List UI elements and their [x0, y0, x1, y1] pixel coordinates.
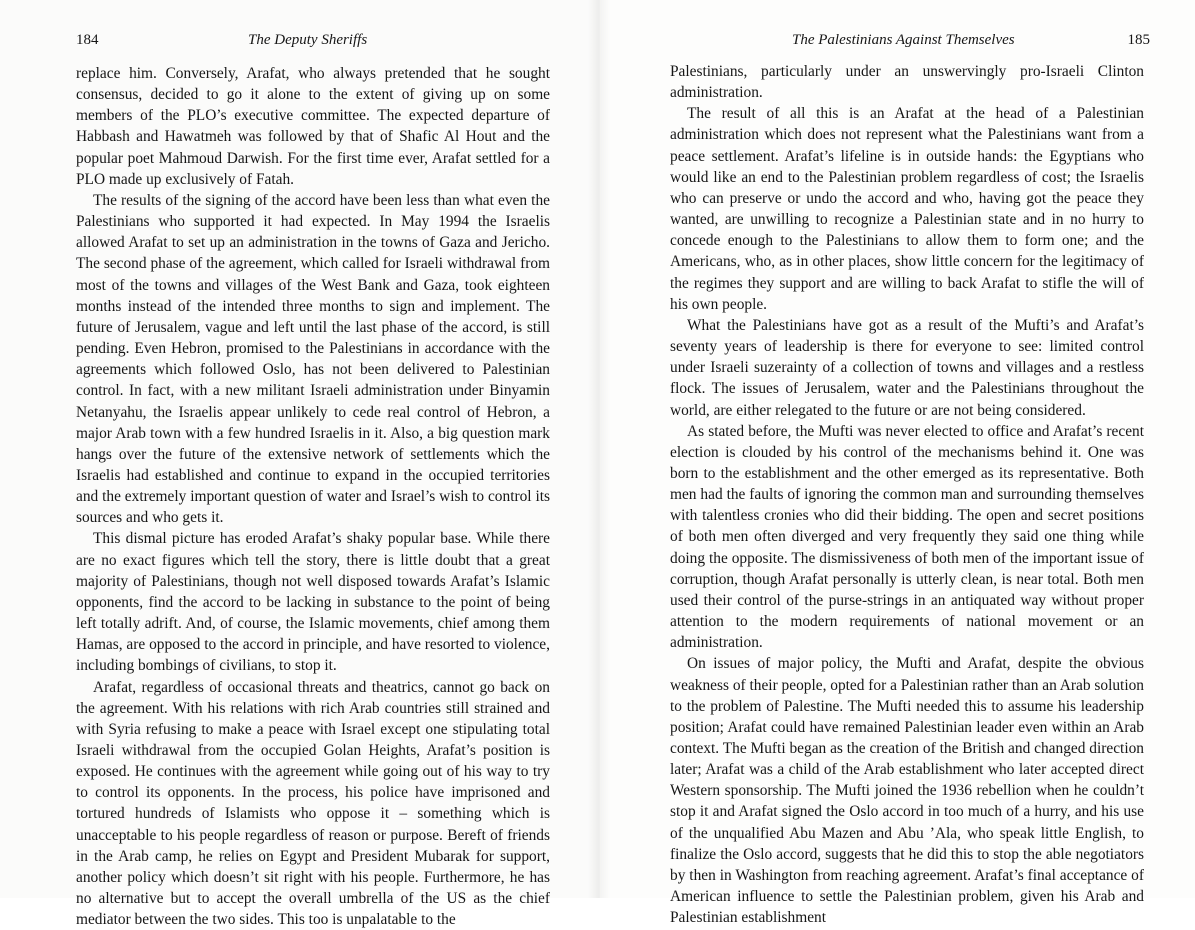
paragraph: The result of all this is an Arafat at the head of a Palestinian administration which does not represent what the Palestinians want from a peace settlement. Arafat’s lifeline is in outside hands: the Egyptians who would like an end to the Palestinian problem regardless of cost; the Israelis who can preserve or undo the accord and who, having got the peace they wanted, are unwilling to recognize a Palestinian state and in no hurry to concede enough to the Palestinians to allow them to form one; and the Americans, who, as in other places, show little concern for the legitimacy of the regimes they support and are willing to back Arafat to stifle the will of his own people. [670, 105, 1144, 313]
paragraph: Palestinians, particularly under an unswervingly pro-Israeli Clinton administration. [670, 63, 1144, 102]
book-gutter-shadow [588, 0, 610, 898]
paragraph: replace him. Conversely, Arafat, who always pretended that he sought consensus, decided to go it alone to the extent of giving up on some members of the PLO’s executive committee. The expected departure of Habbash and Hawatmeh was followed by that of Shafic Al Hout and the popular poet Mahmoud Darwish. For the first time ever, Arafat settled for a PLO made up exclusively of Fatah. [76, 65, 550, 188]
left-page-header [76, 28, 550, 52]
right-page-header [670, 28, 1150, 52]
left-page [0, 0, 598, 929]
right-running-title: The Palestinians Against Themselves [792, 32, 1015, 48]
left-running-title: The Deputy Sheriffs [248, 32, 368, 48]
paragraph: What the Palestinians have got as a result of the Mufti’s and Arafat’s seventy years of leadership is there for everyone to see: limited control under Israeli suzerainty of a collection of towns and villages and a restless flock. The issues of Jerusalem, water and the Palestinians throughout the world, are either relegated to the future or are not being considered. [670, 316, 1144, 419]
left-page-body [76, 63, 550, 930]
right-page-number: 185 [1127, 32, 1150, 48]
paragraph: The results of the signing of the accord have been less than what even the Palestinians who supported it had expected. In May 1994 the Israelis allowed Arafat to set up an administration in the towns of Gaza and Jericho. The second phase of the agreement, which called for Israeli withdrawal from most of the towns and villages of the West Bank and Gaza, took eighteen months instead of the intended three months to sign and implement. The future of Jerusalem, vague and left until the last phase of the accord, is still pending. Even Hebron, promised to the Palestinians in accordance with the agreements which followed Oslo, has not been delivered to Palestinian control. In fact, with a new militant Israeli administration under Binyamin Netanyahu, the Israelis appear unlikely to cede real control of Hebron, a major Arab town with a few hundred Israelis in it. Also, a big question mark hangs over the future of the extensive network of settlements which the Israelis had established and continue to expand in the occupied territories and the extremely important question of water and Israel’s wish to control its sources and who gets it. [76, 191, 550, 527]
right-page [598, 0, 1195, 927]
left-page-number: 184 [76, 32, 99, 48]
paragraph: Arafat, regardless of occasional threats and theatrics, cannot go back on the agreement. With his relations with rich Arab countries still strained and with Syria refusing to make a peace with Israel except one stipulating total Israeli withdrawal from the occupied Golan Heights, Arafat’s position is exposed. He continues with the agreement while going out of his way to try to control its opponents. In the process, his police have imprisoned and tortured hundreds of Islamists who oppose it – something which is unacceptable to his people regardless of reason or purpose. Bereft of friends in the Arab camp, he relies on Egypt and President Mubarak for support, another policy which doesn’t sit right with his people. Furthermore, he has no alternative but to accept the overall umbrella of the US as the chief mediator between the two sides. This too is unpalatable to the [76, 678, 550, 929]
paragraph: On issues of major policy, the Mufti and Arafat, despite the obvious weakness of their people, opted for a Palestinian rather than an Arab solution to the problem of Palestine. The Mufti needed this to assume his leadership position; Arafat could have remained Palestinian leader even within an Arab context. The Mufti began as the creation of the British and changed direction later; Arafat was a child of the Arab establishment who later accepted direct Western sponsorship. The Mufti joined the 1936 rebellion when he couldn’t stop it and Arafat signed the Oslo accord in too much of a hurry, and his use of the unqualified Abu Mazen and Abu ’Ala, who speak little English, to finalize the Oslo accord, suggests that he did this to stop the able negotiators by then in Washington from reaching agreement. Arafat’s final acceptance of American influence to settle the Palestinian problem, given his Arab and Palestinian establishment [670, 655, 1144, 927]
paragraph: This dismal picture has eroded Arafat’s shaky popular base. While there are no exact figures which tell the story, there is little doubt that a great majority of Palestinians, though not well disposed towards Arafat’s Islamic opponents, find the accord to be lacking in substance to the point of being left totally adrift. And, of course, the Islamic movements, chief among them Hamas, are opposed to the accord in principle, and have resorted to violence, including bombings of civilians, to stop it. [76, 530, 550, 675]
right-page-body [670, 61, 1144, 928]
paragraph: As stated before, the Mufti was never elected to office and Arafat’s recent election is clouded by his control of the mechanisms behind it. One was born to the establishment and the other emerged as its representative. Both men had the faults of ignoring the common man and surrounding themselves with talentless cronies who did their bidding. The open and secret positions of both men often diverged and very frequently they said one thing while doing the opposite. The dismissiveness of both men of the important issue of corruption, though Arafat personally is utterly clean, is near total. Both men used their control of the purse-strings in an antiquated way without proper attention to the modern requirements of national movement or an administration. [670, 422, 1144, 652]
